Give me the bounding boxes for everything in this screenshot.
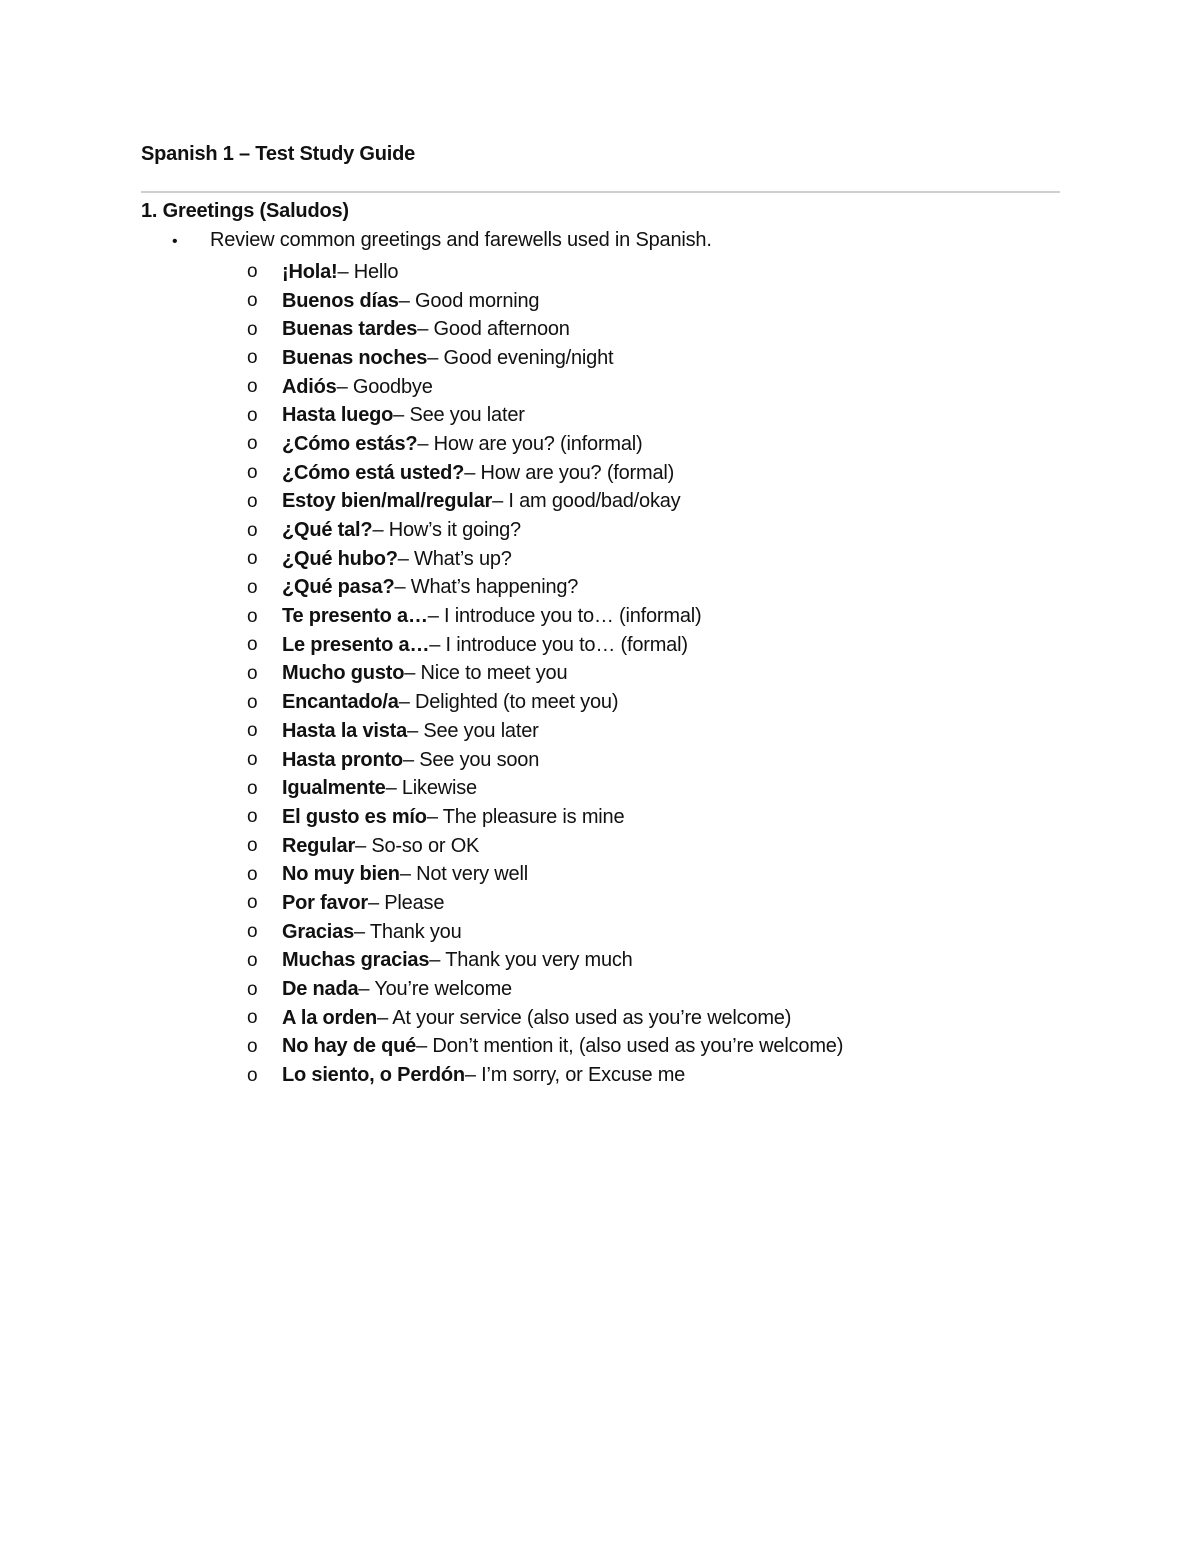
sub-bullet-icon: o (247, 519, 258, 541)
english-translation: – You’re welcome (358, 978, 512, 1001)
spanish-term: Buenas noches (282, 346, 428, 369)
spanish-term: ¿Cómo estás? (282, 432, 418, 455)
list-item (247, 975, 843, 1004)
list-item (247, 315, 843, 344)
spanish-term: Estoy bien/mal/regular (282, 490, 493, 513)
spanish-term: ¡Hola! (282, 260, 338, 283)
sub-bullet-icon: o (247, 318, 258, 340)
list-item (247, 1004, 843, 1033)
list-item (247, 258, 843, 287)
english-translation: – See you later (393, 404, 525, 427)
spanish-term: ¿Qué hubo? (282, 547, 398, 570)
spanish-term: Gracias (282, 920, 354, 943)
english-translation: – The pleasure is mine (426, 805, 625, 828)
list-item (247, 688, 843, 717)
spanish-term: Muchas gracias (282, 949, 430, 972)
sub-bullet-icon: o (247, 1064, 258, 1086)
spanish-term: Mucho gusto (282, 662, 405, 685)
document-title: Spanish 1 – Test Study Guide (141, 143, 416, 165)
english-translation: – I introduce you to… (informal) (427, 605, 702, 628)
english-translation: – Delighted (to meet you) (398, 691, 619, 714)
list-item (247, 545, 843, 574)
english-translation: – See you soon (402, 748, 540, 771)
spanish-term: Hasta luego (282, 404, 394, 427)
sub-bullet-icon: o (247, 576, 258, 598)
sub-bullet-icon: o (247, 634, 258, 656)
list-item (247, 660, 843, 689)
sub-bullet-icon: o (247, 949, 258, 971)
list-item (247, 602, 843, 631)
english-translation: – At your service (also used as you’re welcome) (377, 1006, 792, 1029)
spanish-term: Igualmente (282, 777, 386, 800)
english-translation: – What’s happening? (394, 576, 579, 599)
spanish-term: Adiós (282, 375, 337, 398)
spanish-term: ¿Qué pasa? (282, 576, 395, 599)
list-item (247, 918, 843, 947)
english-translation: – Not very well (399, 863, 528, 886)
english-translation: – Good evening/night (427, 346, 614, 369)
vocabulary-list (247, 258, 843, 1090)
spanish-term: El gusto es mío (282, 805, 427, 828)
section-number: 1. (141, 200, 158, 222)
spanish-term: Lo siento, o Perdón (282, 1064, 465, 1087)
sub-bullet-icon: o (247, 720, 258, 742)
sub-bullet-icon: o (247, 978, 258, 1000)
english-translation: – Goodbye (336, 375, 433, 398)
list-item (247, 488, 843, 517)
english-translation: – Don’t mention it, (also used as you’re welcome) (416, 1035, 844, 1058)
spanish-term: Encantado/a (282, 691, 399, 714)
list-item (247, 1033, 843, 1062)
spanish-term: Por favor (282, 891, 369, 914)
sub-bullet-icon: o (247, 691, 258, 713)
sub-bullet-icon: o (247, 1007, 258, 1029)
list-item (247, 287, 843, 316)
spanish-term: Hasta la vista (282, 719, 408, 742)
english-translation: – Hello (337, 260, 399, 283)
sub-bullet-icon: o (247, 404, 258, 426)
spanish-term: De nada (282, 978, 359, 1001)
sub-bullet-icon: o (247, 605, 258, 627)
sub-bullet-icon: o (247, 490, 258, 512)
english-translation: – I am good/bad/okay (492, 490, 681, 513)
spanish-term: Te presento a… (282, 605, 428, 628)
spanish-term: No hay de qué (282, 1035, 417, 1058)
list-item (247, 401, 843, 430)
spanish-term: ¿Cómo está usted? (282, 461, 465, 484)
sub-bullet-icon: o (247, 347, 258, 369)
list-item (247, 430, 843, 459)
sub-bullet-icon: o (247, 290, 258, 312)
sub-bullet-icon: o (247, 892, 258, 914)
english-translation: – What’s up? (397, 547, 512, 570)
sub-bullet-icon: o (247, 806, 258, 828)
english-translation: – How are you? (formal) (464, 461, 675, 484)
list-item (247, 373, 843, 402)
spanish-term: No muy bien (282, 863, 400, 886)
list-item (247, 832, 843, 861)
sub-bullet-icon: o (247, 777, 258, 799)
spanish-term: Buenas tardes (282, 318, 418, 341)
spanish-term: ¿Qué tal? (282, 519, 373, 542)
list-item (247, 459, 843, 488)
sub-bullet-icon: o (247, 863, 258, 885)
sub-bullet-icon: o (247, 433, 258, 455)
spanish-term: Buenos días (282, 289, 399, 312)
sub-bullet-icon: o (247, 662, 258, 684)
english-translation: – Thank you (354, 920, 462, 943)
spanish-term: Le presento a… (282, 633, 430, 656)
english-translation: – I’m sorry, or Excuse me (464, 1064, 686, 1087)
sub-bullet-icon: o (247, 835, 258, 857)
english-translation: – How’s it going? (372, 519, 521, 542)
sub-bullet-icon: o (247, 921, 258, 943)
list-item (247, 860, 843, 889)
bullet-icon: • (172, 233, 178, 250)
english-translation: – Please (368, 891, 445, 914)
english-translation: – So-so or OK (355, 834, 480, 857)
list-item (247, 516, 843, 545)
section-intro (172, 229, 712, 252)
section-title: Greetings (Saludos) (162, 200, 349, 222)
english-translation: – See you later (407, 719, 539, 742)
list-item (247, 631, 843, 660)
list-item (247, 717, 843, 746)
sub-bullet-icon: o (247, 462, 258, 484)
english-translation: – Nice to meet you (404, 662, 568, 685)
english-translation: – Good morning (398, 289, 540, 312)
list-item (247, 889, 843, 918)
list-item (247, 574, 843, 603)
english-translation: – Likewise (385, 777, 477, 800)
title-divider (141, 191, 1060, 193)
sub-bullet-icon: o (247, 1035, 258, 1057)
sub-bullet-icon: o (247, 749, 258, 771)
list-item (247, 344, 843, 373)
spanish-term: Regular (282, 834, 356, 857)
list-item (247, 947, 843, 976)
list-item (247, 1061, 843, 1090)
sub-bullet-icon: o (247, 548, 258, 570)
section-heading (141, 200, 349, 223)
sub-bullet-icon: o (247, 261, 258, 283)
english-translation: – I introduce you to… (formal) (429, 633, 688, 656)
spanish-term: Hasta pronto (282, 748, 403, 771)
english-translation: – How are you? (informal) (417, 432, 643, 455)
intro-text: Review common greetings and farewells used in Spanish. (210, 229, 712, 251)
english-translation: – Thank you very much (429, 949, 633, 972)
english-translation: – Good afternoon (417, 318, 570, 341)
spanish-term: A la orden (282, 1006, 378, 1029)
list-item (247, 803, 843, 832)
sub-bullet-icon: o (247, 376, 258, 398)
list-item (247, 774, 843, 803)
list-item (247, 746, 843, 775)
